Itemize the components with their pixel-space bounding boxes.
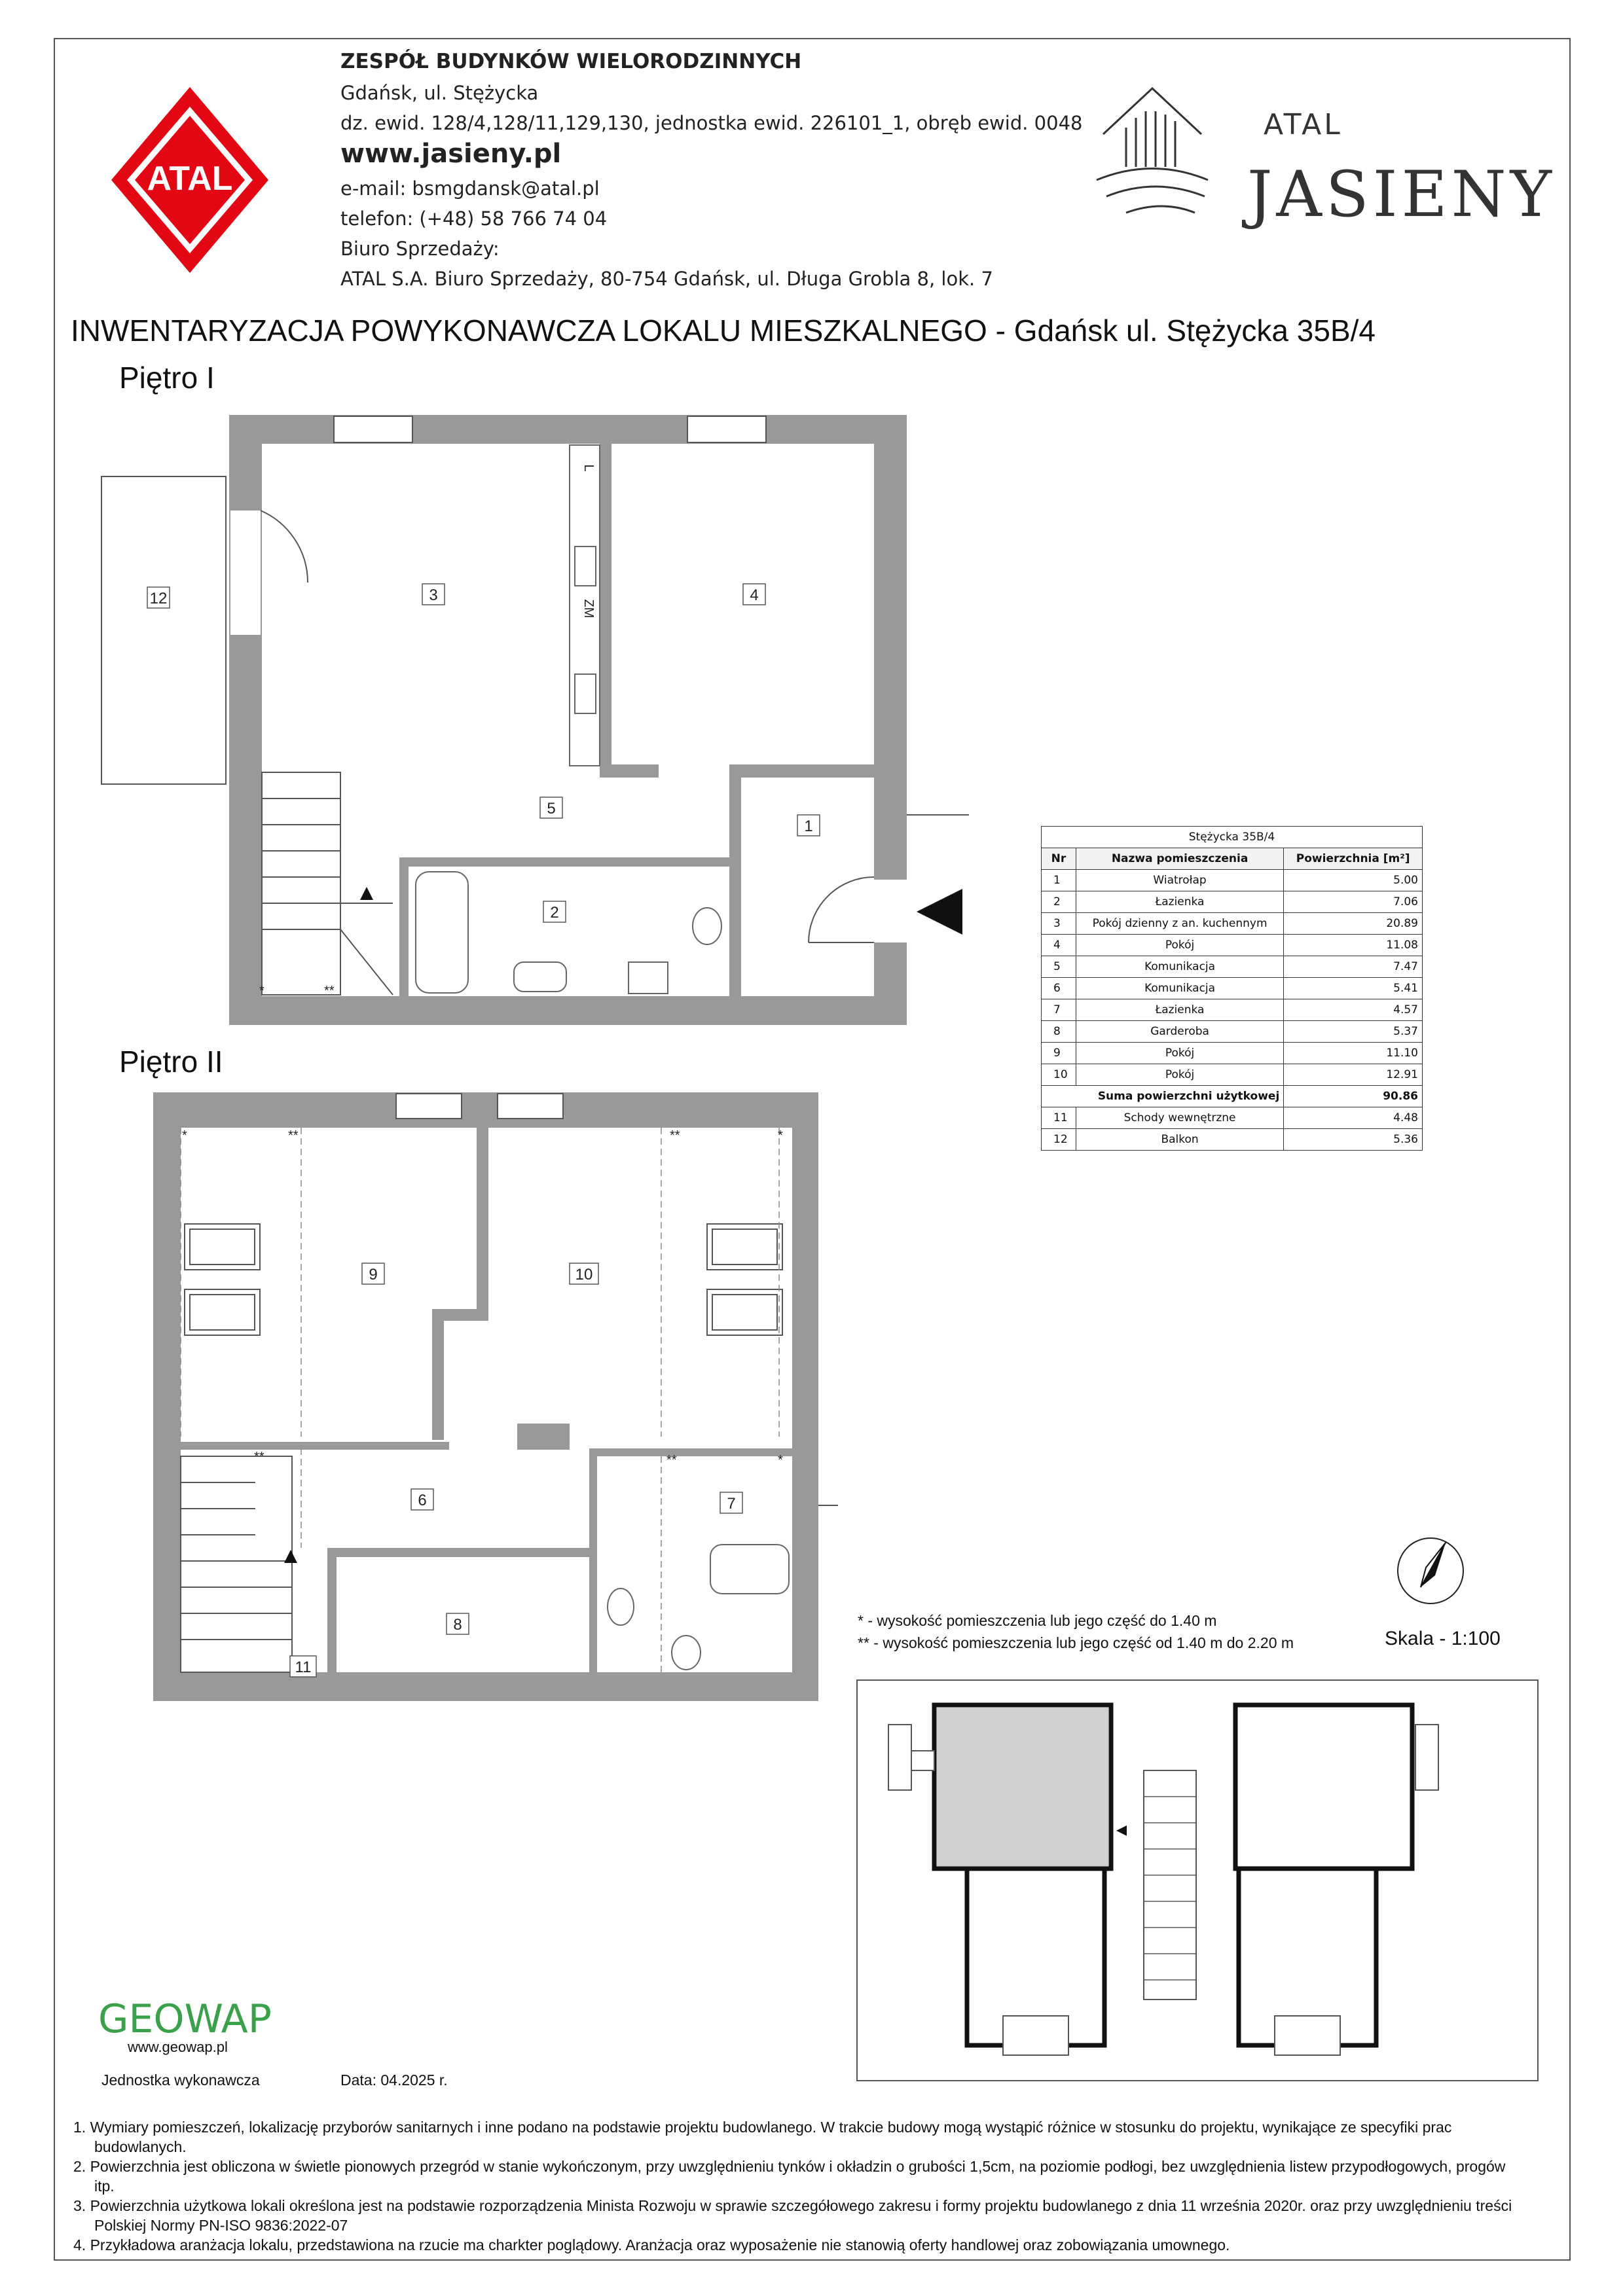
- cell-nr: 5: [1042, 956, 1076, 978]
- svg-text:ATAL: ATAL: [1264, 108, 1343, 141]
- cell-area: 5.00: [1284, 870, 1423, 891]
- svg-text:JASIENY: JASIENY: [1247, 158, 1556, 231]
- cell-area: 11.08: [1284, 935, 1423, 956]
- table-row: [1042, 1064, 1423, 1086]
- atal-logo: [105, 82, 275, 278]
- cell-name: Pokój: [1076, 1064, 1283, 1086]
- cell-name: Łazienka: [1076, 999, 1283, 1021]
- cell-area: 5.36: [1284, 1129, 1423, 1151]
- document-title: INWENTARYZACJA POWYKONAWCZA LOKALU MIESZKALNEGO - Gdańsk ul. Stężycka 35B/4: [71, 314, 1376, 348]
- cell-nr: 1: [1042, 870, 1076, 891]
- svg-text:ZM: ZM: [581, 599, 596, 619]
- sum-value: 90.86: [1284, 1086, 1423, 1107]
- svg-text:2: 2: [550, 904, 559, 922]
- cell-name: Pokój: [1076, 1043, 1283, 1064]
- svg-text:**: **: [670, 1128, 680, 1143]
- svg-text:**: **: [254, 1450, 264, 1464]
- room-labels-floor-2: [290, 1263, 742, 1677]
- bathtub: [416, 872, 468, 993]
- svg-text:3: 3: [429, 586, 438, 604]
- svg-text:9: 9: [369, 1266, 378, 1283]
- cell-nr: 3: [1042, 913, 1076, 935]
- note-4: 4. Przykładowa aranżacja lokalu, przedstawiona na rzucie ma charkter poglądowy. Aranżacja oraz wyposażenie nie stanowią oferty handlowej oraz zobowiązania umownego.: [73, 2236, 1230, 2253]
- note-1: 1. Wymiary pomieszczeń, lokalizację przyborów sanitarnych i inne podano na podstawie projektu budowlanego. W trakcie budowy mogą wystąpić różnice w stosunku do projektu, wynikające ze specyfiki prac budowlanych.: [73, 2119, 1452, 2155]
- bathtub: [710, 1545, 789, 1594]
- cell-name: Komunikacja: [1076, 978, 1283, 999]
- cell-nr: 6: [1042, 978, 1076, 999]
- room-area-table: [1041, 826, 1423, 1151]
- cell-area: 4.48: [1284, 1107, 1423, 1129]
- svg-text:10: 10: [575, 1266, 593, 1283]
- svg-text:6: 6: [418, 1492, 427, 1509]
- svg-text:8: 8: [453, 1616, 462, 1634]
- sink: [575, 547, 596, 586]
- cell-name: Pokój dzienny z an. kuchennym: [1076, 913, 1283, 935]
- cooktop: [575, 674, 596, 713]
- legend-line-2: ** - wysokość pomieszczenia lub jego część od 1.40 m do 2.20 m: [858, 1634, 1294, 1651]
- svg-text:GEOWAP: GEOWAP: [98, 1996, 272, 2042]
- entrance-arrow: [917, 889, 962, 935]
- cell-name: Łazienka: [1076, 891, 1283, 913]
- svg-text:**: **: [666, 1453, 677, 1467]
- svg-text:7: 7: [727, 1495, 736, 1513]
- toilet: [693, 908, 721, 944]
- floor-1-plan: [92, 406, 995, 1034]
- svg-text:**: **: [324, 984, 335, 998]
- svg-text:1: 1: [804, 817, 813, 835]
- svg-text:4: 4: [750, 586, 759, 604]
- washbasin: [514, 962, 566, 992]
- parcel: dz. ewid. 128/4,128/11,129,130, jednostka ewid. 226101_1, obręb ewid. 0048: [340, 112, 1083, 134]
- scale-label: Skala - 1:100: [1385, 1628, 1501, 1649]
- svg-text:11: 11: [295, 1659, 312, 1676]
- floor-1-title: Piętro I: [119, 361, 215, 395]
- building-key-plan: [856, 1679, 1543, 2085]
- office-address: ATAL S.A. Biuro Sprzedaży, 80-754 Gdańsk, ul. Długa Grobla 8, lok. 7: [340, 268, 993, 290]
- date-label: Data: 04.2025 r.: [340, 2072, 448, 2089]
- company-title: ZESPÓŁ BUDYNKÓW WIELORODZINNYCH: [340, 50, 802, 73]
- cell-nr: 2: [1042, 891, 1076, 913]
- table-caption: Stężycka 35B/4: [1042, 827, 1423, 848]
- geowap-url: www.geowap.pl: [128, 2039, 228, 2055]
- cell-area: 4.57: [1284, 999, 1423, 1021]
- svg-text:*: *: [778, 1128, 783, 1143]
- note-2: 2. Powierzchnia jest obliczona w świetle pionowych przegród w stanie wykończonym, przy uwzględnieniu tynków i okładzin o grubości 1,5cm, na poziomie podłogi, bez uwzględnienia listew przypodłogowych, progów itp.: [73, 2158, 1506, 2195]
- jasieny-logo: [1090, 82, 1561, 239]
- svg-text:L: L: [581, 464, 596, 472]
- svg-text:12: 12: [149, 590, 168, 607]
- cell-name: Balkon: [1076, 1129, 1283, 1151]
- website-link[interactable]: www.jasieny.pl: [340, 139, 562, 169]
- table-row: [1042, 956, 1423, 978]
- unit-label: Jednostka wykonawcza: [101, 2072, 260, 2089]
- cell-name: Komunikacja: [1076, 956, 1283, 978]
- cell-area: 12.91: [1284, 1064, 1423, 1086]
- window: [334, 416, 412, 442]
- email: e-mail: bsmgdansk@atal.pl: [340, 177, 600, 200]
- stairs-floor-2: [181, 1456, 292, 1672]
- shower-tray: [629, 962, 668, 994]
- cell-nr: 4: [1042, 935, 1076, 956]
- cell-area: 7.47: [1284, 956, 1423, 978]
- table-header-row: [1042, 848, 1423, 870]
- table-row: [1042, 891, 1423, 913]
- cell-name: Wiatrołap: [1076, 870, 1283, 891]
- table-row: [1042, 978, 1423, 999]
- stairs-floor-1: [262, 772, 393, 995]
- table-row: [1042, 870, 1423, 891]
- highlighted-unit: [937, 1708, 1108, 1866]
- cell-nr: 7: [1042, 999, 1076, 1021]
- cell-area: 5.37: [1284, 1021, 1423, 1043]
- svg-text:5: 5: [547, 800, 556, 817]
- svg-text:ATAL: ATAL: [147, 160, 233, 198]
- cell-nr: 8: [1042, 1021, 1076, 1043]
- cell-area: 7.06: [1284, 891, 1423, 913]
- cell-name: Schody wewnętrzne: [1076, 1107, 1283, 1129]
- cell-name: Garderoba: [1076, 1021, 1283, 1043]
- table-row: [1042, 1107, 1423, 1129]
- toilet: [672, 1636, 701, 1670]
- window: [396, 1094, 462, 1119]
- table-row: [1042, 1021, 1423, 1043]
- svg-text:**: **: [288, 1128, 299, 1143]
- sum-row: [1042, 1086, 1423, 1107]
- cell-area: 5.41: [1284, 978, 1423, 999]
- cell-nr: 12: [1042, 1129, 1076, 1151]
- floor-2-title: Piętro II: [119, 1045, 223, 1079]
- phone: telefon: (+48) 58 766 74 04: [340, 207, 608, 230]
- col-header-name: Nazwa pomieszczenia: [1076, 848, 1283, 870]
- table-row: [1042, 1043, 1423, 1064]
- window: [687, 416, 766, 442]
- note-3: 3. Powierzchnia użytkowa lokali określona jest na podstawie rozporządzenia Minista Rozwoju w sprawie szczegółowego zakresu i formy projektu budowlanego z dnia 11 września 2020r. oraz przy uwzględnieniu treści Polskiej Normy PN-ISO 9836:2022-07: [73, 2197, 1512, 2234]
- cell-name: Pokój: [1076, 935, 1283, 956]
- svg-text:*: *: [259, 984, 264, 998]
- col-header-nr: Nr: [1042, 848, 1076, 870]
- col-header-area: Powierzchnia [m²]: [1284, 848, 1423, 870]
- compass-icon: [1395, 1535, 1467, 1607]
- cell-nr: 9: [1042, 1043, 1076, 1064]
- table-row: [1042, 935, 1423, 956]
- balcony-outline: [101, 476, 226, 784]
- svg-text:*: *: [182, 1128, 187, 1143]
- table-row: [1042, 913, 1423, 935]
- floor-2-plan: [151, 1090, 871, 1712]
- office-label: Biuro Sprzedaży:: [340, 238, 500, 260]
- sum-label: Suma powierzchni użytkowej: [1042, 1086, 1284, 1107]
- table-caption-row: [1042, 827, 1423, 848]
- table-row: [1042, 999, 1423, 1021]
- table-row: [1042, 1129, 1423, 1151]
- cell-area: 20.89: [1284, 913, 1423, 935]
- washbasin: [608, 1588, 634, 1625]
- address: Gdańsk, ul. Stężycka: [340, 82, 539, 104]
- notes: [73, 2117, 1527, 2255]
- legend-line-1: * - wysokość pomieszczenia lub jego część do 1.40 m: [858, 1612, 1217, 1629]
- cell-area: 11.10: [1284, 1043, 1423, 1064]
- cell-nr: 11: [1042, 1107, 1076, 1129]
- cell-nr: 10: [1042, 1064, 1076, 1086]
- svg-text:*: *: [778, 1453, 783, 1467]
- window: [498, 1094, 563, 1119]
